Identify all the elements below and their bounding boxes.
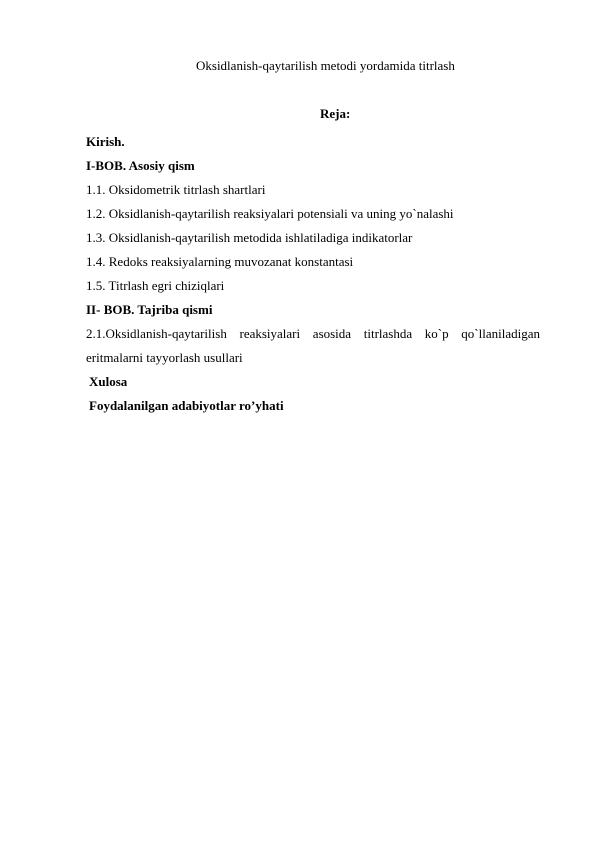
toc-item-2-1-continued: eritmalarni tayyorlash usullari <box>86 350 243 365</box>
plan-heading: Reja: <box>320 106 351 121</box>
toc-item-1-4: 1.4. Redoks reaksiyalarning muvozanat konstantasi <box>86 254 354 269</box>
toc-item-references: Foydalanilgan adabiyotlar ro’yhati <box>89 398 284 413</box>
toc-item-introduction: Kirish. <box>86 134 125 149</box>
document-title: Oksidlanish-qaytarilish metodi yordamida titrlash <box>196 58 455 73</box>
toc-item-1-2: 1.2. Oksidlanish-qaytarilish reaksiyalari potensiali va uning yo`nalashi <box>86 206 454 221</box>
toc-item-1-5: 1.5. Titrlash egri chiziqlari <box>86 278 225 293</box>
toc-chapter-1: I-BOB. Asosiy qism <box>86 158 195 173</box>
toc-item-conclusion: Xulosa <box>89 374 128 389</box>
toc-item-1-3: 1.3. Oksidlanish-qaytarilish metodida ishlatiladiga indikatorlar <box>86 230 413 245</box>
toc-item-1-1: 1.1. Oksidometrik titrlash shartlari <box>86 182 266 197</box>
toc-item-2-1: 2.1.Oksidlanish-qaytarilish reaksiyalari asosida titrlashda ko`p qo`llaniladigan <box>86 326 540 341</box>
toc-chapter-2: II- BOB. Tajriba qismi <box>86 302 213 317</box>
